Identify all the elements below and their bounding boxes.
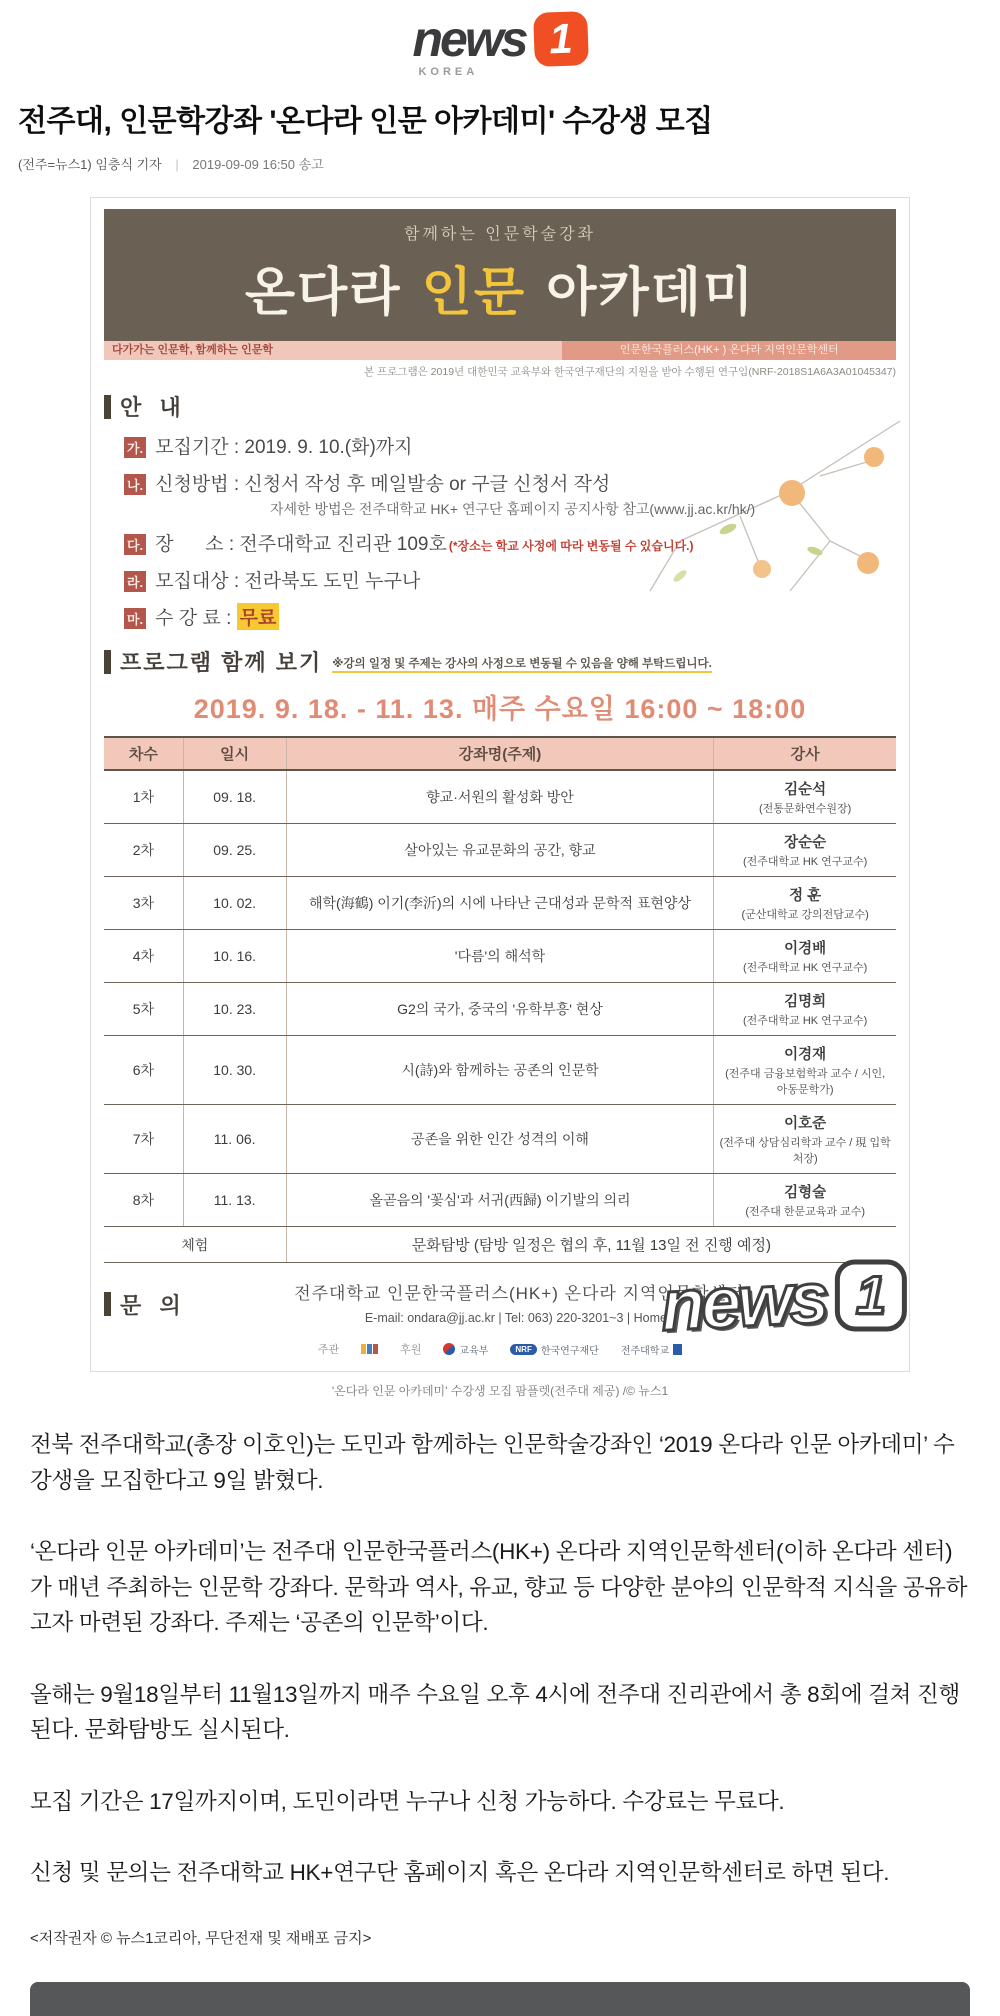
- sponsor-logos: [104, 1341, 896, 1357]
- nrf-logo-icon: NRF: [510, 1344, 536, 1355]
- table-row-experience: 체험 문화탐방 (탐방 일정은 협의 후, 11월 13일 전 진행 예정): [104, 1227, 896, 1263]
- jeonju-univ-logo: 전주대학교: [621, 1342, 682, 1357]
- contact-detail: E-mail: ondara@jj.ac.kr | Tel: 063) 220-3201~3 | Homep: [364, 1311, 674, 1325]
- info-item-apply: 나. 신청방법 : 신청서 작성 후 메일발송 or 구글 신청서 작성: [124, 469, 896, 496]
- info-item-target: 라. 모집대상 : 전라북도 도민 누구나: [124, 566, 896, 593]
- news1-logo-text: news: [412, 11, 526, 67]
- news1-logo-korea: KOREA: [418, 66, 479, 78]
- grant-note: 본 프로그램은 2019년 대한민국 교육부와 한국연구재단의 지원을 받아 수행된 연구임(NRF-2018S1A6A3A01045347): [363, 366, 896, 378]
- news1-logo[interactable]: [412, 10, 587, 78]
- paragraph: 전북 전주대학교(총장 이호인)는 도민과 함께하는 인문학술강좌인 ‘2019 온다라 인문 아카데미’ 수강생을 모집한다고 9일 밝혔다.: [30, 1432, 955, 1493]
- badge-ga: 가.: [124, 437, 146, 458]
- reporter: (전주=뉴스1) 임충식 기자: [18, 157, 162, 172]
- table-row: 5차 10. 23. G2의 국가, 중국의 '유학부흥' 현상 김명희 (전주대학교 HK 연구교수): [104, 983, 896, 1036]
- footer-bar: [30, 1982, 970, 2016]
- contact-section: [104, 1279, 896, 1325]
- paragraph: 신청 및 문의는 전주대학교 HK+연구단 홈페이지 혹은 온다라 지역인문학센터로 하면 된다.: [30, 1860, 890, 1886]
- table-row: 2차 09. 25. 살아있는 유교문화의 공간, 향교 장순순 (전주대학교 HK 연구교수): [104, 824, 896, 877]
- paragraph: ‘온다라 인문 아카데미’는 전주대 인문한국플러스(HK+) 온다라 지역인문학센터(이하 온다라 센터)가 매년 주최하는 인문학 강좌다. 문학과 역사, 유교, 향교 등 다양한 분야의 인문학적 지식을 공유하고자 마련된 강좌다. 주제는 ‘공존의 인문학’이다.: [30, 1539, 968, 1636]
- badge-da: 다.: [124, 534, 146, 555]
- table-row: 4차 10. 16. '다름'의 해석학 이경배 (전주대학교 HK 연구교수): [104, 930, 896, 983]
- program-table: [104, 736, 896, 1263]
- col-header-session: 차수: [104, 737, 183, 770]
- program-notice: ※강의 일정 및 주제는 강사의 사정으로 변동될 수 있음을 양해 부탁드립니다.: [332, 655, 712, 673]
- copyright-notice: <저작권자 © 뉴스1코리아, 무단전재 및 재배포 금지>: [30, 1929, 372, 1947]
- program-section-heading: 프로그램 함께 보기 ※강의 일정 및 주제는 강사의 사정으로 변동될 수 있음을 양해 부탁드립니다.: [104, 646, 896, 677]
- sponsor-label: 후원: [400, 1344, 422, 1356]
- poster-banner-tagline: 함께하는 인문학술강좌: [403, 226, 596, 243]
- table-row: 8차 11. 13. 올곧음의 '꽃심'과 서귀(西歸) 이기발의 의리 김형술 (전주대 한문교육과 교수): [104, 1174, 896, 1227]
- badge-ra: 라.: [124, 571, 146, 592]
- table-row: 3차 10. 02. 해학(海鶴) 이기(李沂)의 시에 나타난 근대성과 문학적 표현양상 정 훈 (군산대학교 강의전담교수): [104, 877, 896, 930]
- paragraph: 올해는 9월18일부터 11월13일까지 매주 수요일 오후 4시에 전주대 진리관에서 총 8회에 걸쳐 진행된다. 문화탐방도 실시된다.: [30, 1681, 960, 1743]
- apply-detail-note: 자세한 방법은 전주대학교 HK+ 연구단 홈페이지 공지사항 참고(www.jj.ac.kr/hk/): [270, 501, 756, 517]
- watermark-news-text: news: [658, 1257, 828, 1347]
- host-label: 주관: [317, 1344, 340, 1356]
- byline-separator: |: [175, 157, 179, 172]
- fee-free-highlight: 무료: [237, 603, 280, 630]
- table-row: 7차 11. 06. 공존을 위한 인간 성격의 이해 이호준 (전주대 상담심리학과 교수 / 現 입학처장): [104, 1105, 896, 1174]
- image-caption: '온다라 인문 아카데미' 수강생 모집 팜플렛(전주대 제공) /© 뉴스1: [331, 1384, 669, 1398]
- nrf-logo: NRF 한국연구재단: [510, 1342, 598, 1357]
- table-row: 6차 10. 30. 시(詩)와 함께하는 공존의 인문학 이경재 (전주대 금융보험학과 교수 / 시인, 아동문학가): [104, 1036, 896, 1105]
- badge-na: 나.: [124, 474, 146, 495]
- info-item-period: 가. 모집기간 : 2019. 9. 10.(화)까지: [124, 432, 896, 459]
- moe-logo-icon: [443, 1343, 455, 1355]
- poster-subtitle-strip: [104, 341, 896, 360]
- info-item-place: 다. 장 소 : 전주대학교 진리관 109호 (*장소는 학교 사정에 따라 변동될 수 있습니다.): [124, 529, 896, 556]
- contact-org: 전주대학교 인문한국플러스(HK+) 온다라 지역인문학센터: [294, 1284, 745, 1303]
- info-item-fee: 마. 수 강 료 : 무료: [124, 603, 896, 630]
- heading-bar-icon: [104, 395, 111, 419]
- heading-bar-icon: [104, 1292, 111, 1316]
- poster-banner: [104, 209, 896, 341]
- place-change-note: (*장소는 학교 사정에 따라 변동될 수 있습니다.): [448, 539, 694, 553]
- col-header-date: 일시: [183, 737, 286, 770]
- program-schedule: 2019. 9. 18. - 11. 13. 매주 수요일 16:00 ~ 18:00: [193, 694, 807, 724]
- col-header-lecturer: 강사: [714, 737, 896, 770]
- info-section: [104, 391, 896, 630]
- poster-title-accent: 인문: [421, 264, 527, 322]
- article-body: [0, 1427, 1000, 1891]
- table-row: 1차 09. 18. 향교·서원의 활성화 방안 김순석 (전통문화연수원장): [104, 770, 896, 824]
- host-center-logo-icon: [361, 1344, 378, 1354]
- byline: [0, 154, 1000, 173]
- poster-image[interactable]: [90, 197, 910, 1372]
- watermark-one-icon: 1: [835, 1259, 907, 1331]
- strip-right-text: 인문한국플러스(HK+ ) 온다라 지역인문학센터: [562, 341, 896, 360]
- moe-logo: 교육부: [443, 1342, 488, 1357]
- heading-bar-icon: [104, 650, 111, 674]
- contact-heading: 문 의: [104, 1283, 183, 1325]
- badge-ma: 마.: [124, 608, 146, 629]
- poster-title: 온다라 인문 아카데미: [244, 262, 756, 323]
- col-header-topic: 강좌명(주제): [286, 737, 714, 770]
- strip-left-text: 다가가는 인문학, 함께하는 인문학: [104, 341, 562, 360]
- news1-logo-one-icon: 1: [533, 11, 589, 67]
- table-header-row: [104, 737, 896, 770]
- masthead: [0, 0, 1000, 80]
- jeonju-univ-logo-icon: [673, 1344, 682, 1355]
- paragraph: 모집 기간은 17일까지이며, 도민이라면 누구나 신청 가능하다. 수강료는 무료다.: [30, 1788, 785, 1814]
- info-heading: 안 내: [104, 391, 896, 422]
- article-headline: 전주대, 인문학강좌 '온다라 인문 아카데미' 수강생 모집: [18, 105, 713, 138]
- publish-date: 2019-09-09 16:50 송고: [192, 157, 324, 172]
